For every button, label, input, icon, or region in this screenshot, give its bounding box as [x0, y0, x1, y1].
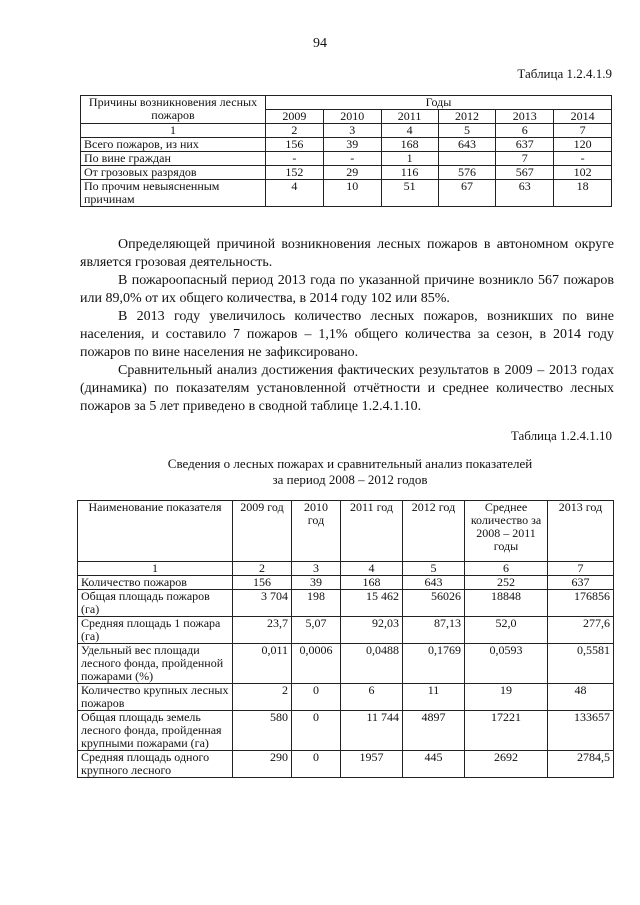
cell-value: 156: [233, 576, 292, 590]
cell-value: 7: [496, 152, 554, 166]
table2-colnum: 2: [233, 562, 292, 576]
cell-value: 133657: [548, 711, 614, 751]
table2-header: Наименование показателя: [78, 501, 233, 562]
table-row: [78, 576, 614, 590]
table1-header-years: Годы: [266, 96, 612, 110]
table-row: [78, 684, 614, 711]
cell-value: 18: [554, 180, 612, 207]
page-number: 94: [313, 36, 327, 51]
cell-value: 176856: [548, 590, 614, 617]
cell-value: 637: [548, 576, 614, 590]
cell-value: 445: [403, 751, 465, 778]
cell-value: 17221: [465, 711, 548, 751]
cell-value: -: [554, 152, 612, 166]
cell-value: 168: [381, 138, 438, 152]
cell-value: 0,0006: [292, 644, 341, 684]
row-label: Средняя площадь одного крупного лесного: [78, 751, 233, 778]
cell-value: 168: [341, 576, 403, 590]
table2-header: 2011 год: [341, 501, 403, 562]
table1-colnum: 7: [554, 124, 612, 138]
cell-value: 290: [233, 751, 292, 778]
table-row: [78, 590, 614, 617]
paragraph: В 2013 году увеличилось количество лесных пожаров, возникших по вине населения, и составило 7 пожаров – 1,1% общего количества за сезон, в 2014 году пожаров по вине населения не зафиксировано.: [80, 309, 614, 360]
row-label: Количество пожаров: [78, 576, 233, 590]
cell-value: 120: [554, 138, 612, 152]
table1-label: Таблица 1.2.4.1.9: [517, 66, 612, 81]
table1-colnum: 5: [438, 124, 496, 138]
cell-value: 15 462: [341, 590, 403, 617]
row-label: От грозовых разрядов: [81, 166, 266, 180]
cell-value: -: [323, 152, 381, 166]
row-label: По вине граждан: [81, 152, 266, 166]
table2-header: Среднее количество за 2008 – 2011 годы: [465, 501, 548, 562]
paragraph: В пожароопасный период 2013 года по указанной причине возникло 567 пожаров или 89,0% от их общего количества, в 2014 году 102 или 85%.: [80, 273, 614, 306]
cell-value: 51: [381, 180, 438, 207]
row-label: Общая площадь земель лесного фонда, пройденная крупными пожарами (га): [78, 711, 233, 751]
cell-value: [438, 152, 496, 166]
table2-header: 2013 год: [548, 501, 614, 562]
cell-value: 643: [403, 576, 465, 590]
table-row: [78, 751, 614, 778]
cell-value: 152: [266, 166, 324, 180]
table-fire-causes: [80, 95, 612, 207]
cell-value: 0,1769: [403, 644, 465, 684]
cell-value: 2: [233, 684, 292, 711]
row-label: По прочим невыясненным причинам: [81, 180, 266, 207]
table2-colnum: 6: [465, 562, 548, 576]
cell-value: 1957: [341, 751, 403, 778]
table-row: [81, 166, 612, 180]
table2-caption-line: за период 2008 – 2012 годов: [272, 472, 428, 487]
table-row: [81, 138, 612, 152]
cell-value: 0,5581: [548, 644, 614, 684]
cell-value: 576: [438, 166, 496, 180]
table-fire-statistics: [77, 500, 614, 778]
cell-value: 3 704: [233, 590, 292, 617]
cell-value: 637: [496, 138, 554, 152]
cell-value: 19: [465, 684, 548, 711]
cell-value: 29: [323, 166, 381, 180]
cell-value: 39: [323, 138, 381, 152]
cell-value: 63: [496, 180, 554, 207]
table2-header: 2009 год: [233, 501, 292, 562]
cell-value: 92,03: [341, 617, 403, 644]
table1-year: 2012: [438, 110, 496, 124]
cell-value: 67: [438, 180, 496, 207]
cell-value: -: [266, 152, 324, 166]
table1-year: 2010: [323, 110, 381, 124]
table2-colnum: 3: [292, 562, 341, 576]
cell-value: 580: [233, 711, 292, 751]
cell-value: 23,7: [233, 617, 292, 644]
cell-value: 198: [292, 590, 341, 617]
cell-value: 11: [403, 684, 465, 711]
cell-value: 0: [292, 751, 341, 778]
cell-value: 567: [496, 166, 554, 180]
cell-value: 18848: [465, 590, 548, 617]
table1-year: 2011: [381, 110, 438, 124]
table2-caption: [120, 456, 580, 488]
table-row: [78, 711, 614, 751]
cell-value: 0,0488: [341, 644, 403, 684]
cell-value: 277,6: [548, 617, 614, 644]
cell-value: 0: [292, 684, 341, 711]
cell-value: 0,011: [233, 644, 292, 684]
table1-colnum: 3: [323, 124, 381, 138]
cell-value: 52,0: [465, 617, 548, 644]
cell-value: 643: [438, 138, 496, 152]
cell-value: 156: [266, 138, 324, 152]
cell-value: 4897: [403, 711, 465, 751]
table1-year: 2009: [266, 110, 324, 124]
table-row: [81, 152, 612, 166]
row-label: Общая площадь пожаров (га): [78, 590, 233, 617]
table2-colnum: 4: [341, 562, 403, 576]
cell-value: 11 744: [341, 711, 403, 751]
table2-header: 2010 год: [292, 501, 341, 562]
cell-value: 39: [292, 576, 341, 590]
paragraph: Сравнительный анализ достижения фактических результатов в 2009 – 2013 годах (динамика) по показателям установленной отчётности и среднее количество лесных пожаров за 5 лет приведено в сводной таблице 1.2.4.1.10.: [80, 363, 614, 414]
table1-colnum: 4: [381, 124, 438, 138]
cell-value: 0,0593: [465, 644, 548, 684]
table1-year: 2014: [554, 110, 612, 124]
row-label: Количество крупных лесных пожаров: [78, 684, 233, 711]
table2-colnum: 1: [78, 562, 233, 576]
cell-value: 2692: [465, 751, 548, 778]
cell-value: 48: [548, 684, 614, 711]
cell-value: 6: [341, 684, 403, 711]
row-label: Средняя площадь 1 пожара (га): [78, 617, 233, 644]
table1-colnum: 6: [496, 124, 554, 138]
cell-value: 10: [323, 180, 381, 207]
table2-caption-line: Сведения о лесных пожарах и сравнительный анализ показателей: [167, 456, 533, 471]
table2-colnum: 5: [403, 562, 465, 576]
paragraph: Определяющей причиной возникновения лесных пожаров в автономном округе является грозовая деятельность.: [80, 237, 614, 270]
cell-value: 102: [554, 166, 612, 180]
table-row: [78, 617, 614, 644]
cell-value: 4: [266, 180, 324, 207]
table2-header: 2012 год: [403, 501, 465, 562]
table-row: [78, 644, 614, 684]
table1-colnum: 1: [81, 124, 266, 138]
row-label: Всего пожаров, из них: [81, 138, 266, 152]
table2-label: Таблица 1.2.4.1.10: [510, 428, 612, 443]
table2-colnum: 7: [548, 562, 614, 576]
cell-value: 87,13: [403, 617, 465, 644]
table1-colnum: 2: [266, 124, 324, 138]
cell-value: 2784,5: [548, 751, 614, 778]
table-row: [81, 180, 612, 207]
cell-value: 0: [292, 711, 341, 751]
row-label: Удельный вес площади лесного фонда, пройденной пожарами (%): [78, 644, 233, 684]
table1-year: 2013: [496, 110, 554, 124]
cell-value: 5,07: [292, 617, 341, 644]
table1-header-reason: Причины возникновения лесных пожаров: [81, 96, 266, 124]
cell-value: 56026: [403, 590, 465, 617]
cell-value: 1: [381, 152, 438, 166]
cell-value: 116: [381, 166, 438, 180]
cell-value: 252: [465, 576, 548, 590]
